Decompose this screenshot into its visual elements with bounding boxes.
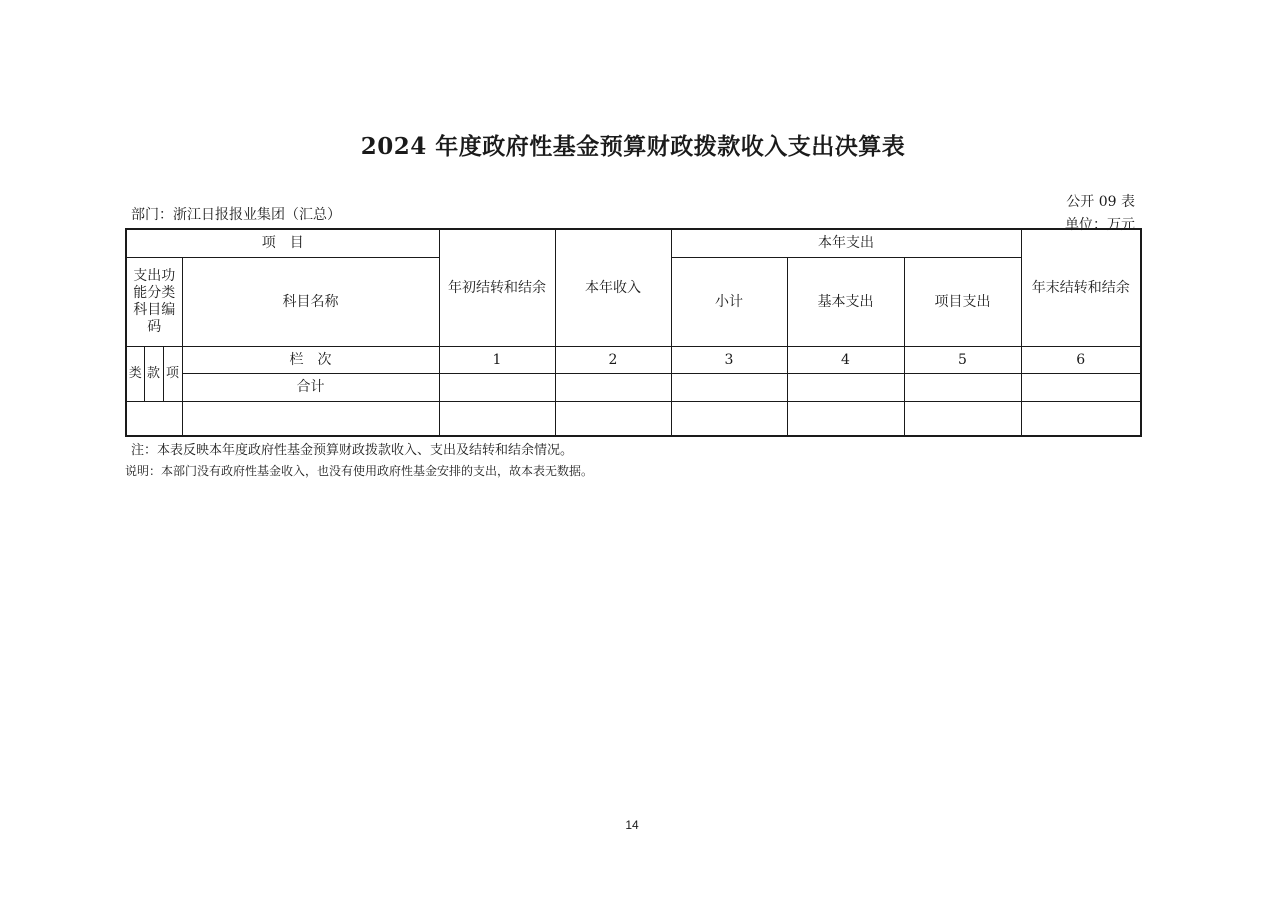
header-category: 类 (126, 346, 144, 401)
table-cell (555, 401, 671, 436)
header-current-expense: 本年支出 (671, 229, 1021, 257)
header-subject-name: 科目名称 (182, 257, 439, 346)
column-number: 2 (555, 346, 671, 373)
page-number: 14 (625, 818, 639, 832)
table-cell (671, 373, 787, 401)
department-label: 部门：浙江日报报业集团（汇总） (131, 207, 341, 223)
table-cell (787, 401, 904, 436)
budget-table (125, 228, 1142, 437)
table-cell (439, 373, 555, 401)
total-row-label: 合计 (182, 373, 439, 401)
table-cell (126, 401, 182, 436)
header-entry: 项 (163, 346, 182, 401)
header-project-expense: 项目支出 (904, 257, 1021, 346)
table-cell (1021, 373, 1141, 401)
column-number: 5 (904, 346, 1021, 373)
header-row-1 (126, 229, 1141, 257)
header-opening-balance: 年初结转和结余 (439, 229, 555, 346)
column-index-row (126, 346, 1141, 373)
header-function-code: 支出功能分类科目编码 (126, 257, 182, 346)
header-column-index: 栏 次 (182, 346, 439, 373)
header-section: 款 (144, 346, 163, 401)
table-cell (671, 401, 787, 436)
empty-row (126, 401, 1141, 436)
header-current-income: 本年收入 (555, 229, 671, 346)
table-cell (439, 401, 555, 436)
header-basic-expense: 基本支出 (787, 257, 904, 346)
document-title: 2024 年度政府性基金预算财政拨款收入支出决算表 (360, 133, 906, 160)
header-closing-balance: 年末结转和结余 (1021, 229, 1141, 346)
form-number: 公开 09 表 (1066, 194, 1135, 210)
table-cell (1021, 401, 1141, 436)
table-cell (904, 373, 1021, 401)
column-number: 1 (439, 346, 555, 373)
table-cell (182, 401, 439, 436)
table-cell (904, 401, 1021, 436)
header-subtotal: 小计 (671, 257, 787, 346)
table-cell (555, 373, 671, 401)
total-row (126, 373, 1141, 401)
table-explanation: 说明：本部门没有政府性基金收入，也没有使用政府性基金安排的支出，故本表无数据。 (125, 464, 594, 478)
header-item: 项 目 (126, 229, 439, 257)
unit-label: 单位：万元 (1065, 217, 1135, 233)
column-number: 6 (1021, 346, 1141, 373)
column-number: 3 (671, 346, 787, 373)
table-cell (787, 373, 904, 401)
table-note: 注：本表反映本年度政府性基金预算财政拨款收入、支出及结转和结余情况。 (131, 443, 574, 458)
column-number: 4 (787, 346, 904, 373)
